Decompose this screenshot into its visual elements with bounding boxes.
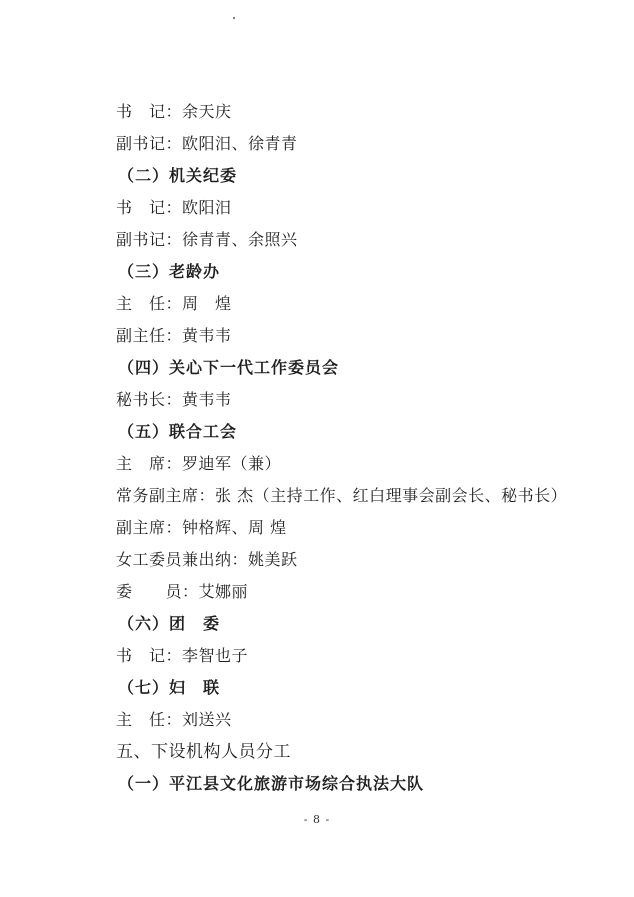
womens-committee-cashier-line: 女工委员兼出纳：姚美跃	[116, 550, 298, 569]
scan-speck	[233, 17, 235, 19]
union-executive-vice-chair-line: 常务副主席：张 杰（主持工作、红白理事会副会长、秘书长）	[116, 486, 568, 505]
union-member-line: 委 员：艾娜丽	[116, 582, 249, 601]
discipline-secretary-line: 书 记：欧阳汨	[116, 198, 232, 217]
womens-director-line: 主 任：刘送兴	[116, 710, 232, 729]
page-number: - 8 -	[303, 813, 331, 826]
heading-womens-federation: （七）妇 联	[118, 678, 221, 697]
union-chair-line: 主 席：罗迪军（兼）	[116, 454, 282, 473]
heading-youth-league: （六）团 委	[118, 614, 221, 633]
youth-secretary-line: 书 记：李智也子	[116, 646, 249, 665]
section-title-subordinate-units: 五、下设机构人员分工	[116, 742, 291, 762]
heading-aging-office: （三）老龄办	[118, 262, 221, 281]
heading-union: （五）联合工会	[118, 422, 238, 441]
discipline-deputy-line: 副书记：徐青青、余照兴	[116, 230, 298, 249]
aging-director-line: 主 任：周 煌	[116, 294, 232, 313]
heading-enforcement-brigade: （一）平江县文化旅游市场综合执法大队	[118, 774, 425, 793]
aging-deputy-line: 副主任：黄韦韦	[116, 326, 232, 345]
deputy-secretary-line: 副书记：欧阳汨、徐青青	[116, 134, 298, 153]
secretary-general-line: 秘书长：黄韦韦	[116, 390, 232, 409]
heading-discipline-committee: （二）机关纪委	[118, 166, 238, 185]
secretary-line: 书 记：余天庆	[116, 102, 232, 121]
heading-next-generation-committee: （四）关心下一代工作委员会	[118, 358, 340, 377]
union-vice-chair-line: 副主席：钟格辉、周 煌	[116, 518, 287, 537]
